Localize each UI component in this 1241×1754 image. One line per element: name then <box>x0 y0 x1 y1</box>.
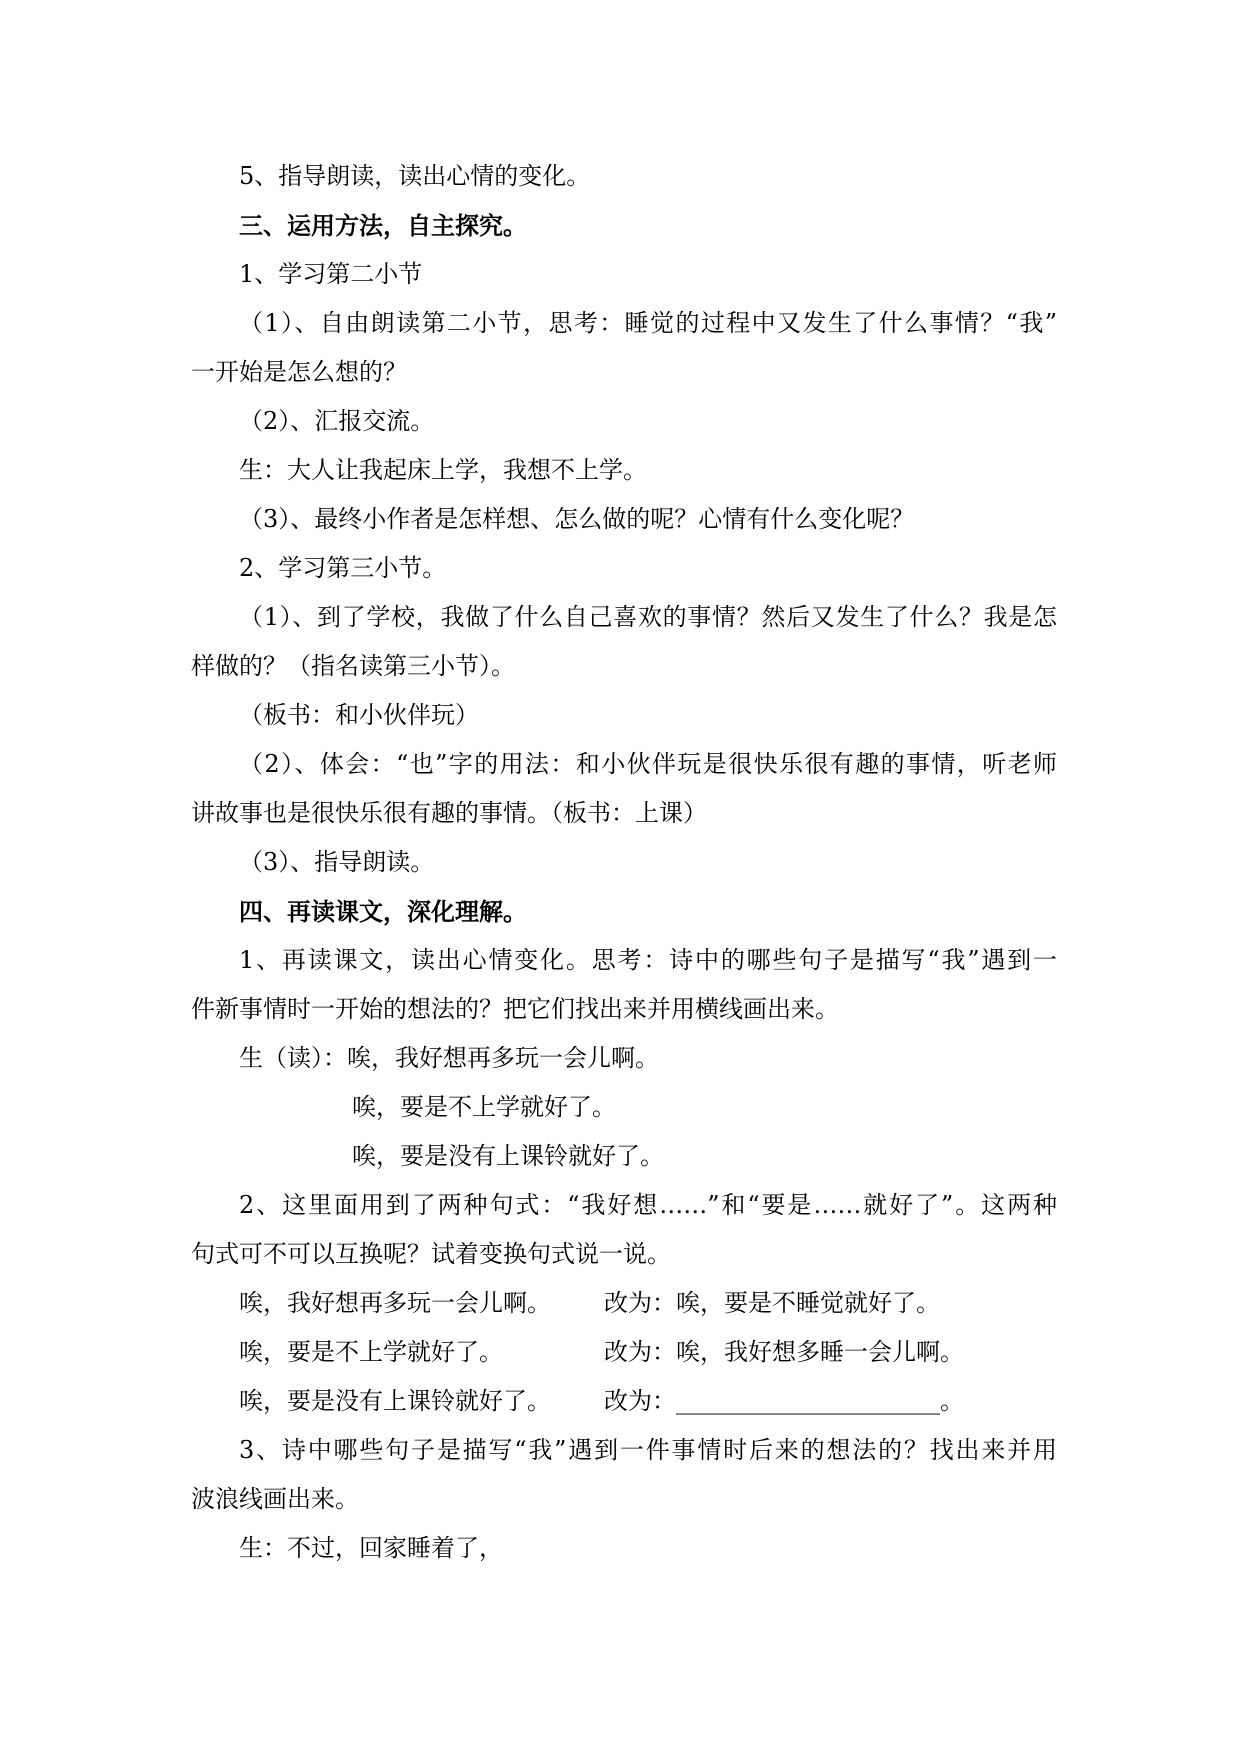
paragraph-line: 3、诗中哪些句子是描写“我”遇到一件事情时后来的想法的？找出来并用 <box>239 1436 1057 1464</box>
paragraph-line: 讲故事也是很快乐很有趣的事情。（板书：上课） <box>191 799 707 827</box>
paragraph-line: （3）、最终小作者是怎样想、怎么做的呢？心情有什么变化呢？ <box>239 505 915 533</box>
paragraph-line: 一开始是怎么想的？ <box>191 358 407 386</box>
student-answer: 生：大人让我起床上学，我想不上学。 <box>239 456 647 484</box>
paragraph-line: 1、再读课文，读出心情变化。思考：诗中的哪些句子是描写“我”遇到一 <box>239 946 1057 974</box>
paragraph-line: （2）、汇报交流。 <box>239 407 435 435</box>
section-heading-4: 四、再读课文，深化理解。 <box>239 897 527 926</box>
blackboard-note: （板书：和小伙伴玩） <box>239 701 479 729</box>
rewrite-original: 唉，我好想再多玩一会儿啊。 <box>239 1289 551 1317</box>
paragraph-line: 句式可不可以互换呢？试着变换句式说一说。 <box>191 1240 671 1268</box>
rewrite-original: 唉，要是没有上课铃就好了。 <box>239 1387 551 1415</box>
step-5-guided-reading: 5、指导朗读，读出心情的变化。 <box>239 162 591 190</box>
paragraph-line: （3）、指导朗读。 <box>239 848 435 876</box>
paragraph-line: 样做的？（指名读第三小节）。 <box>191 652 515 680</box>
rewrite-row <box>191 1279 1057 1328</box>
step-1-second-stanza: 1、学习第二小节 <box>239 260 423 288</box>
student-reading: 生（读）：唉，我好想再多玩一会儿啊。 <box>239 1044 659 1072</box>
paragraph-line: 波浪线画出来。 <box>191 1485 359 1513</box>
rewrite-answer-blank: 改为：______________________。 <box>604 1387 964 1415</box>
rewrite-changed: 改为：唉，我好想多睡一会儿啊。 <box>604 1338 964 1366</box>
rewrite-original: 唉，要是不上学就好了。 <box>239 1338 503 1366</box>
student-reading-line: 唉，要是不上学就好了。 <box>352 1093 616 1121</box>
student-reading-line: 唉，要是没有上课铃就好了。 <box>352 1142 664 1170</box>
step-2-third-stanza: 2、学习第三小节。 <box>239 554 447 582</box>
paragraph-line: 2、这里面用到了两种句式：“我好想……”和“要是……就好了”。这两种 <box>239 1191 1057 1219</box>
student-answer: 生：不过，回家睡着了， <box>239 1534 503 1562</box>
paragraph-line: 件新事情时一开始的想法的？把它们找出来并用横线画出来。 <box>191 995 839 1023</box>
section-heading-3: 三、运用方法，自主探究。 <box>239 211 527 240</box>
paragraph-line: （2）、体会：“也”字的用法：和小伙伴玩是很快乐很有趣的事情，听老师 <box>239 750 1057 778</box>
rewrite-row <box>191 1328 1057 1377</box>
paragraph-line: （1）、到了学校，我做了什么自己喜欢的事情？然后又发生了什么？我是怎 <box>239 603 1057 631</box>
paragraph-line: （1）、自由朗读第二小节，思考：睡觉的过程中又发生了什么事情？“我” <box>239 309 1057 337</box>
document-body <box>191 152 1057 1573</box>
rewrite-changed: 改为：唉，要是不睡觉就好了。 <box>604 1289 940 1317</box>
rewrite-row <box>191 1377 1057 1426</box>
